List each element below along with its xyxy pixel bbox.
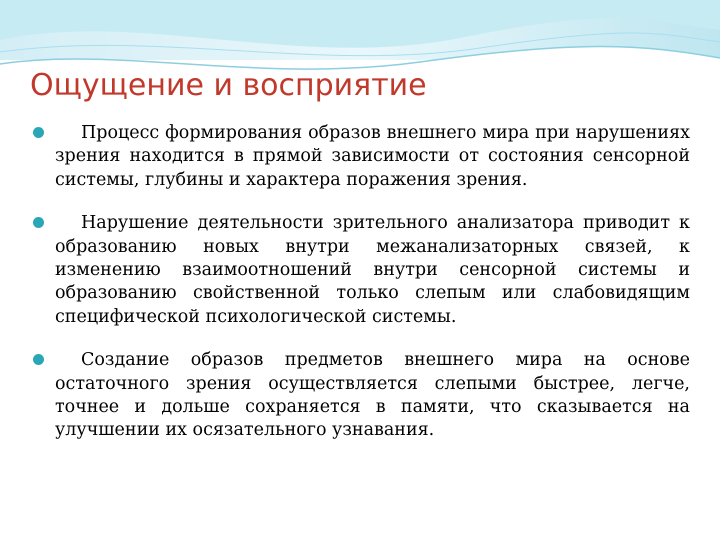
bullet-icon (33, 217, 44, 228)
bullet-list (30, 122, 690, 463)
bullet-icon (33, 127, 44, 138)
bullet-text: Нарушение деятельности зрительного анализатора приводит к образованию новых внутри межанализаторных связей, к изменению взаимоотношений внутри сенсорной системы и образованию свойственной только слепым или слабовидящим специфической психологической системы. (55, 213, 690, 327)
bullet-text: Создание образов предметов внешнего мира на основе остаточного зрения осуществляется слепыми быстрее, легче, точнее и дольше сохраняется в памяти, что сказывается на улучшении их осязательного узнавания. (55, 350, 690, 441)
slide-title: Ощущение и восприятие (30, 68, 427, 103)
bullet-text: Процесс формирования образов внешнего мира при нарушениях зрения находится в прямой зависимости от состояния сенсорной системы, глубины и характера поражения зрения. (55, 123, 690, 190)
bullet-item (30, 212, 690, 329)
bullet-item (30, 349, 690, 443)
bullet-item (30, 122, 690, 192)
bullet-icon (33, 354, 44, 365)
